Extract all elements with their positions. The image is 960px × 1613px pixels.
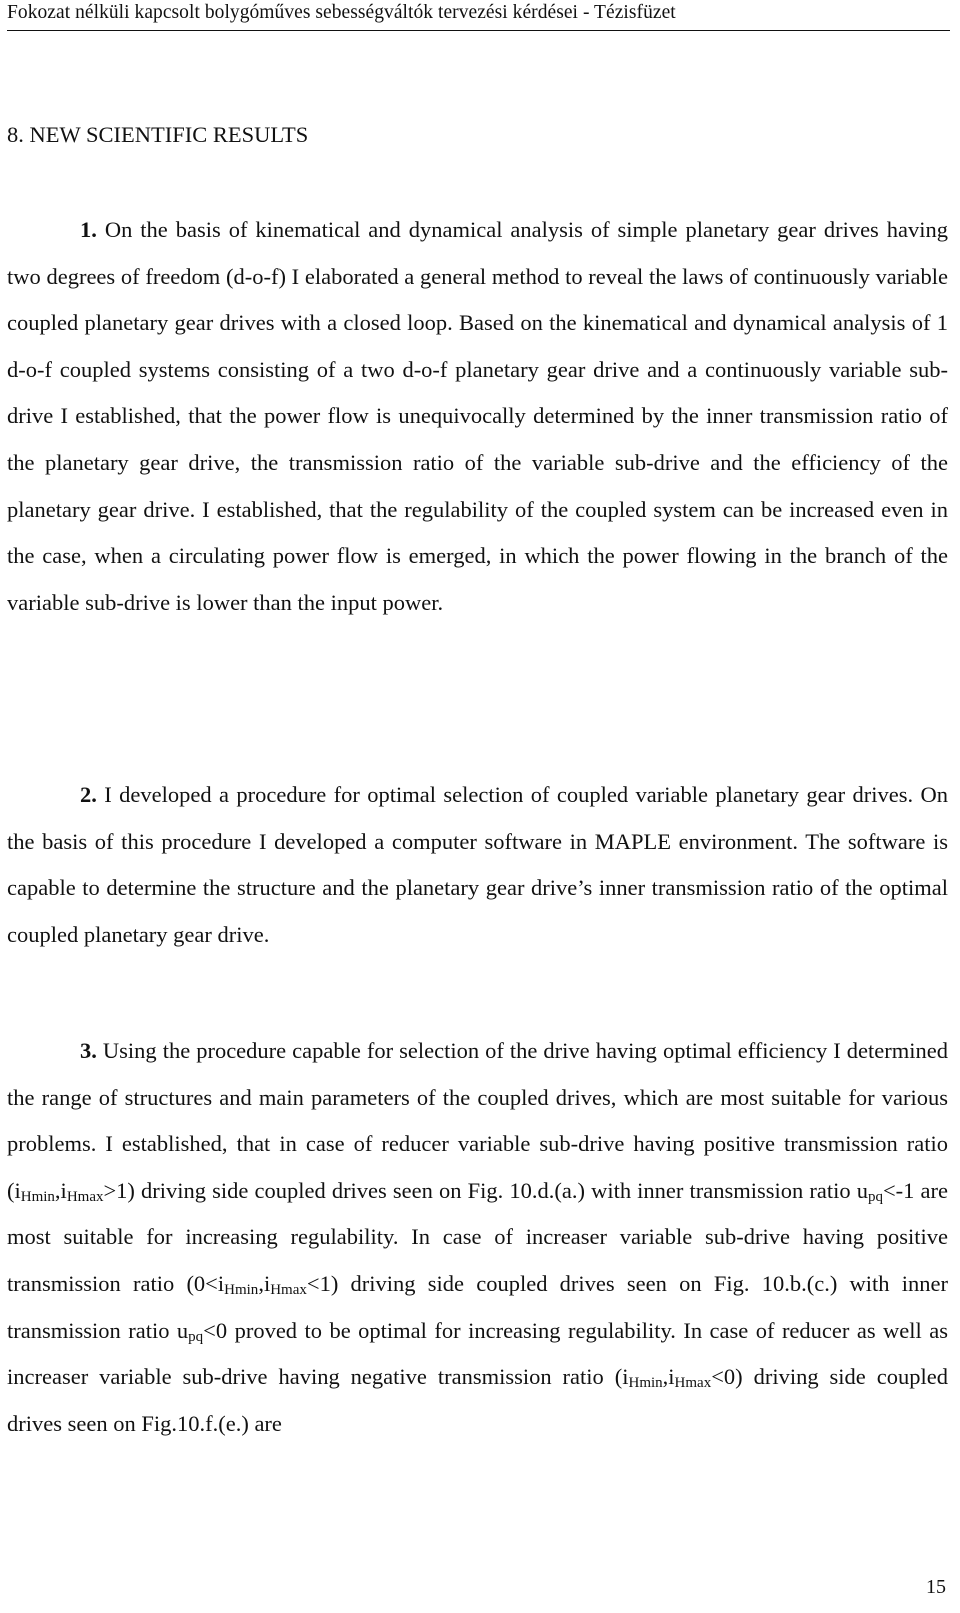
result-text-segment: <0 proved to be optimal for increasing regulability. In case of reducer as well as increaser variable sub-drive having negative transmission ratio (i (7, 1317, 949, 1390)
result-text-segment: <1) driving side coupled drives seen on Fig. 10.b.(c.) with inner transmission ratio u (7, 1270, 948, 1343)
subscript-pq: pq (867, 1188, 883, 1205)
running-header: Fokozat nélküli kapcsolt bolygóműves sebességváltók tervezési kérdései - Tézisfüzet (7, 2, 676, 23)
subscript-hmax: Hmax (674, 1375, 712, 1392)
result-text-segment: ,i (662, 1364, 675, 1390)
result-text-segment: ,i (258, 1270, 271, 1296)
result-paragraph-1 (7, 207, 948, 626)
result-number: 2. (80, 782, 97, 807)
result-text-segment: <0) driving side coupled drives seen on Fig.10.f.(e.) are (7, 1364, 948, 1436)
header-rule (7, 30, 950, 31)
result-paragraph-2 (7, 772, 948, 958)
result-text-segment: <-1 are most suitable for increasing regulability. In case of increaser variable sub-drive having positive transmission ratio (0<i (7, 1177, 948, 1296)
subscript-hmin: Hmin (628, 1375, 663, 1392)
page-number: 15 (926, 1576, 946, 1598)
subscript-pq: pq (188, 1328, 204, 1345)
result-text: On the basis of kinematical and dynamical analysis of simple planetary gear drives having two degrees of freedom (d-o-f) I elaborated a general method to reveal the laws of continuously variable coupled planetary gear drives with a closed loop. Based on the kinematical and dynamical analysis of 1 d-o-f coupled systems consisting of a two d-o-f planetary gear drive and a continuously variable sub-drive I established, that the power flow is unequivocally determined by the inner transmission ratio of the planetary gear drive, the transmission ratio of the variable sub-drive and the efficiency of the planetary gear drive. I established, that the regulability of the coupled system can be increased even in the case, when a circulating power flow is emerged, in which the power flowing in the branch of the variable sub-drive is lower than the input power. (7, 217, 949, 615)
result-text-segment: >1) driving side coupled drives seen on Fig. 10.d.(a.) with inner transmission ratio u (103, 1177, 868, 1203)
subscript-hmax: Hmax (270, 1281, 307, 1298)
subscript-hmin: Hmin (224, 1281, 259, 1298)
result-number: 3. (80, 1038, 97, 1063)
result-text-segment: ,i (54, 1177, 67, 1203)
subscript-hmin: Hmin (20, 1188, 55, 1205)
section-title: 8. NEW SCIENTIFIC RESULTS (7, 122, 309, 147)
result-paragraph-3 (7, 1028, 948, 1447)
result-number: 1. (80, 217, 97, 242)
result-text-segment: Using the procedure capable for selection of the drive having optimal efficiency I determined the range of structures and main parameters of the coupled drives, which are most suitable for various problems. I established, that in case of reducer variable sub-drive having positive transmission ratio (i (7, 1038, 948, 1203)
result-text: I developed a procedure for optimal selection of coupled variable planetary gear drives. On the basis of this procedure I developed a computer software in MAPLE environment. The software is capable to determine the structure and the planetary gear drive’s inner transmission ratio of the optimal coupled planetary gear drive. (7, 782, 948, 947)
subscript-hmax: Hmax (66, 1188, 104, 1205)
